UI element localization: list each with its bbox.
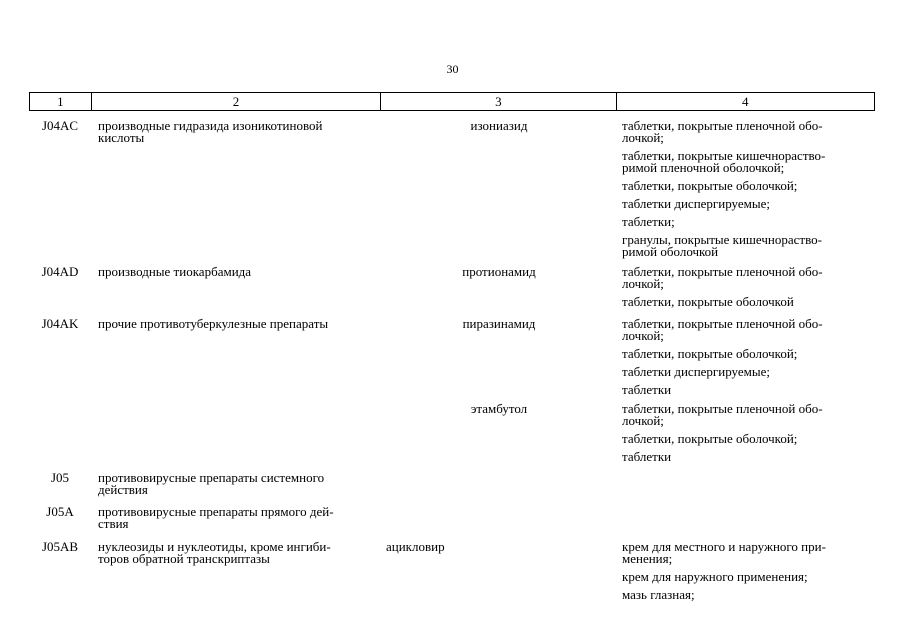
atc-code: J05 [50,470,70,485]
group-line: производные гидразида изоникотиновой [98,118,323,133]
atc-code: J04AK [41,316,79,331]
dosage-form [622,571,875,583]
atc-code: J05A [46,504,74,519]
form-line: лочкой; [622,130,664,145]
atc-code: J05AB [41,539,79,554]
drug-name: ацикловир [386,539,445,554]
dosage-form [622,433,875,445]
form-line: менения; [622,551,673,566]
table-row [29,541,875,601]
atc-group [91,120,381,258]
dosage-forms [617,266,875,308]
dosage-form [622,216,875,228]
form-line: крем для местного и наружного при- [622,539,826,554]
dosage-forms [617,541,875,601]
form-line: гранулы, покрытые кишечнораство- [622,232,822,247]
group-line: действия [98,482,148,497]
table-row [29,506,875,530]
form-line: таблетки [622,449,672,464]
form-line: таблетки диспергируемые; [622,364,770,379]
dosage-forms [617,403,875,463]
group-line: торов обратной транскриптазы [98,551,270,566]
dosage-form [622,266,875,290]
atc-group [91,506,381,530]
form-line: лочкой; [622,276,664,291]
dosage-form [622,120,875,144]
dosage-forms [617,318,875,396]
dosage-form [622,296,875,308]
atc-code [29,403,91,463]
table-row [29,472,875,496]
form-line: таблетки, покрытые оболочкой [622,294,794,309]
dosage-form [622,451,875,463]
atc-group [91,541,381,601]
drug-name: пиразинамид [462,316,536,331]
dosage-forms [617,472,875,496]
group-line: противовирусные препараты системного [98,470,325,485]
form-line: таблетки диспергируемые; [622,196,770,211]
dosage-forms [617,120,875,258]
header-col-3: 3 [381,93,616,110]
table-row [29,120,875,258]
page-number: 30 [446,62,459,76]
form-line: таблетки, покрытые оболочкой; [622,178,798,193]
atc-group [91,266,381,308]
dosage-form [622,150,875,174]
form-line: лочкой; [622,328,664,343]
drug-name: протионамид [462,264,536,279]
dosage-form [622,234,875,258]
dosage-form [622,348,875,360]
atc-group [91,472,381,496]
header-col-4: 4 [742,94,749,109]
table-row [29,403,875,463]
group-line: производные тиокарбамида [98,264,252,279]
drug-name: этамбутол [470,401,528,416]
dosage-form [622,589,875,601]
form-line: мазь глазная; [622,587,695,602]
form-line: таблетки; [622,214,675,229]
group-line: кислоты [98,130,145,145]
group-line: противовирусные препараты прямого дей- [98,504,334,519]
header-col-1: 1 [30,93,92,110]
drug-name [381,506,617,530]
dosage-forms [617,506,875,530]
atc-group [91,318,381,396]
form-line: таблетки, покрытые оболочкой; [622,346,798,361]
drug-name [381,472,617,496]
form-line: римой оболочкой [622,244,719,259]
form-line: римой пленочной оболочкой; [622,160,785,175]
dosage-form [622,403,875,427]
atc-code: J04AC [41,118,79,133]
form-line: крем для наружного применения; [622,569,808,584]
drug-name: изониазид [470,118,528,133]
form-line: таблетки, покрытые пленочной обо- [622,316,823,331]
dosage-form [622,318,875,342]
table-header [29,92,875,111]
form-line: таблетки, покрытые пленочной обо- [622,401,823,416]
dosage-form [622,384,875,396]
form-line: таблетки, покрытые пленочной обо- [622,264,823,279]
group-line: ствия [98,516,129,531]
form-line: таблетки, покрытые пленочной обо- [622,118,823,133]
dosage-form [622,541,875,565]
atc-code: J04AD [41,264,79,279]
table-row [29,266,875,308]
form-line: таблетки, покрытые оболочкой; [622,431,798,446]
form-line: таблетки, покрытые кишечнораство- [622,148,826,163]
dosage-form [622,366,875,378]
table-row [29,318,875,396]
form-line: лочкой; [622,413,664,428]
group-line: нуклеозиды и нуклеотиды, кроме ингиби- [98,539,331,554]
form-line: таблетки [622,382,672,397]
group-line: прочие противотуберкулезные препараты [98,316,329,331]
dosage-form [622,180,875,192]
dosage-form [622,198,875,210]
header-col-2: 2 [92,93,381,110]
atc-group [91,403,381,463]
